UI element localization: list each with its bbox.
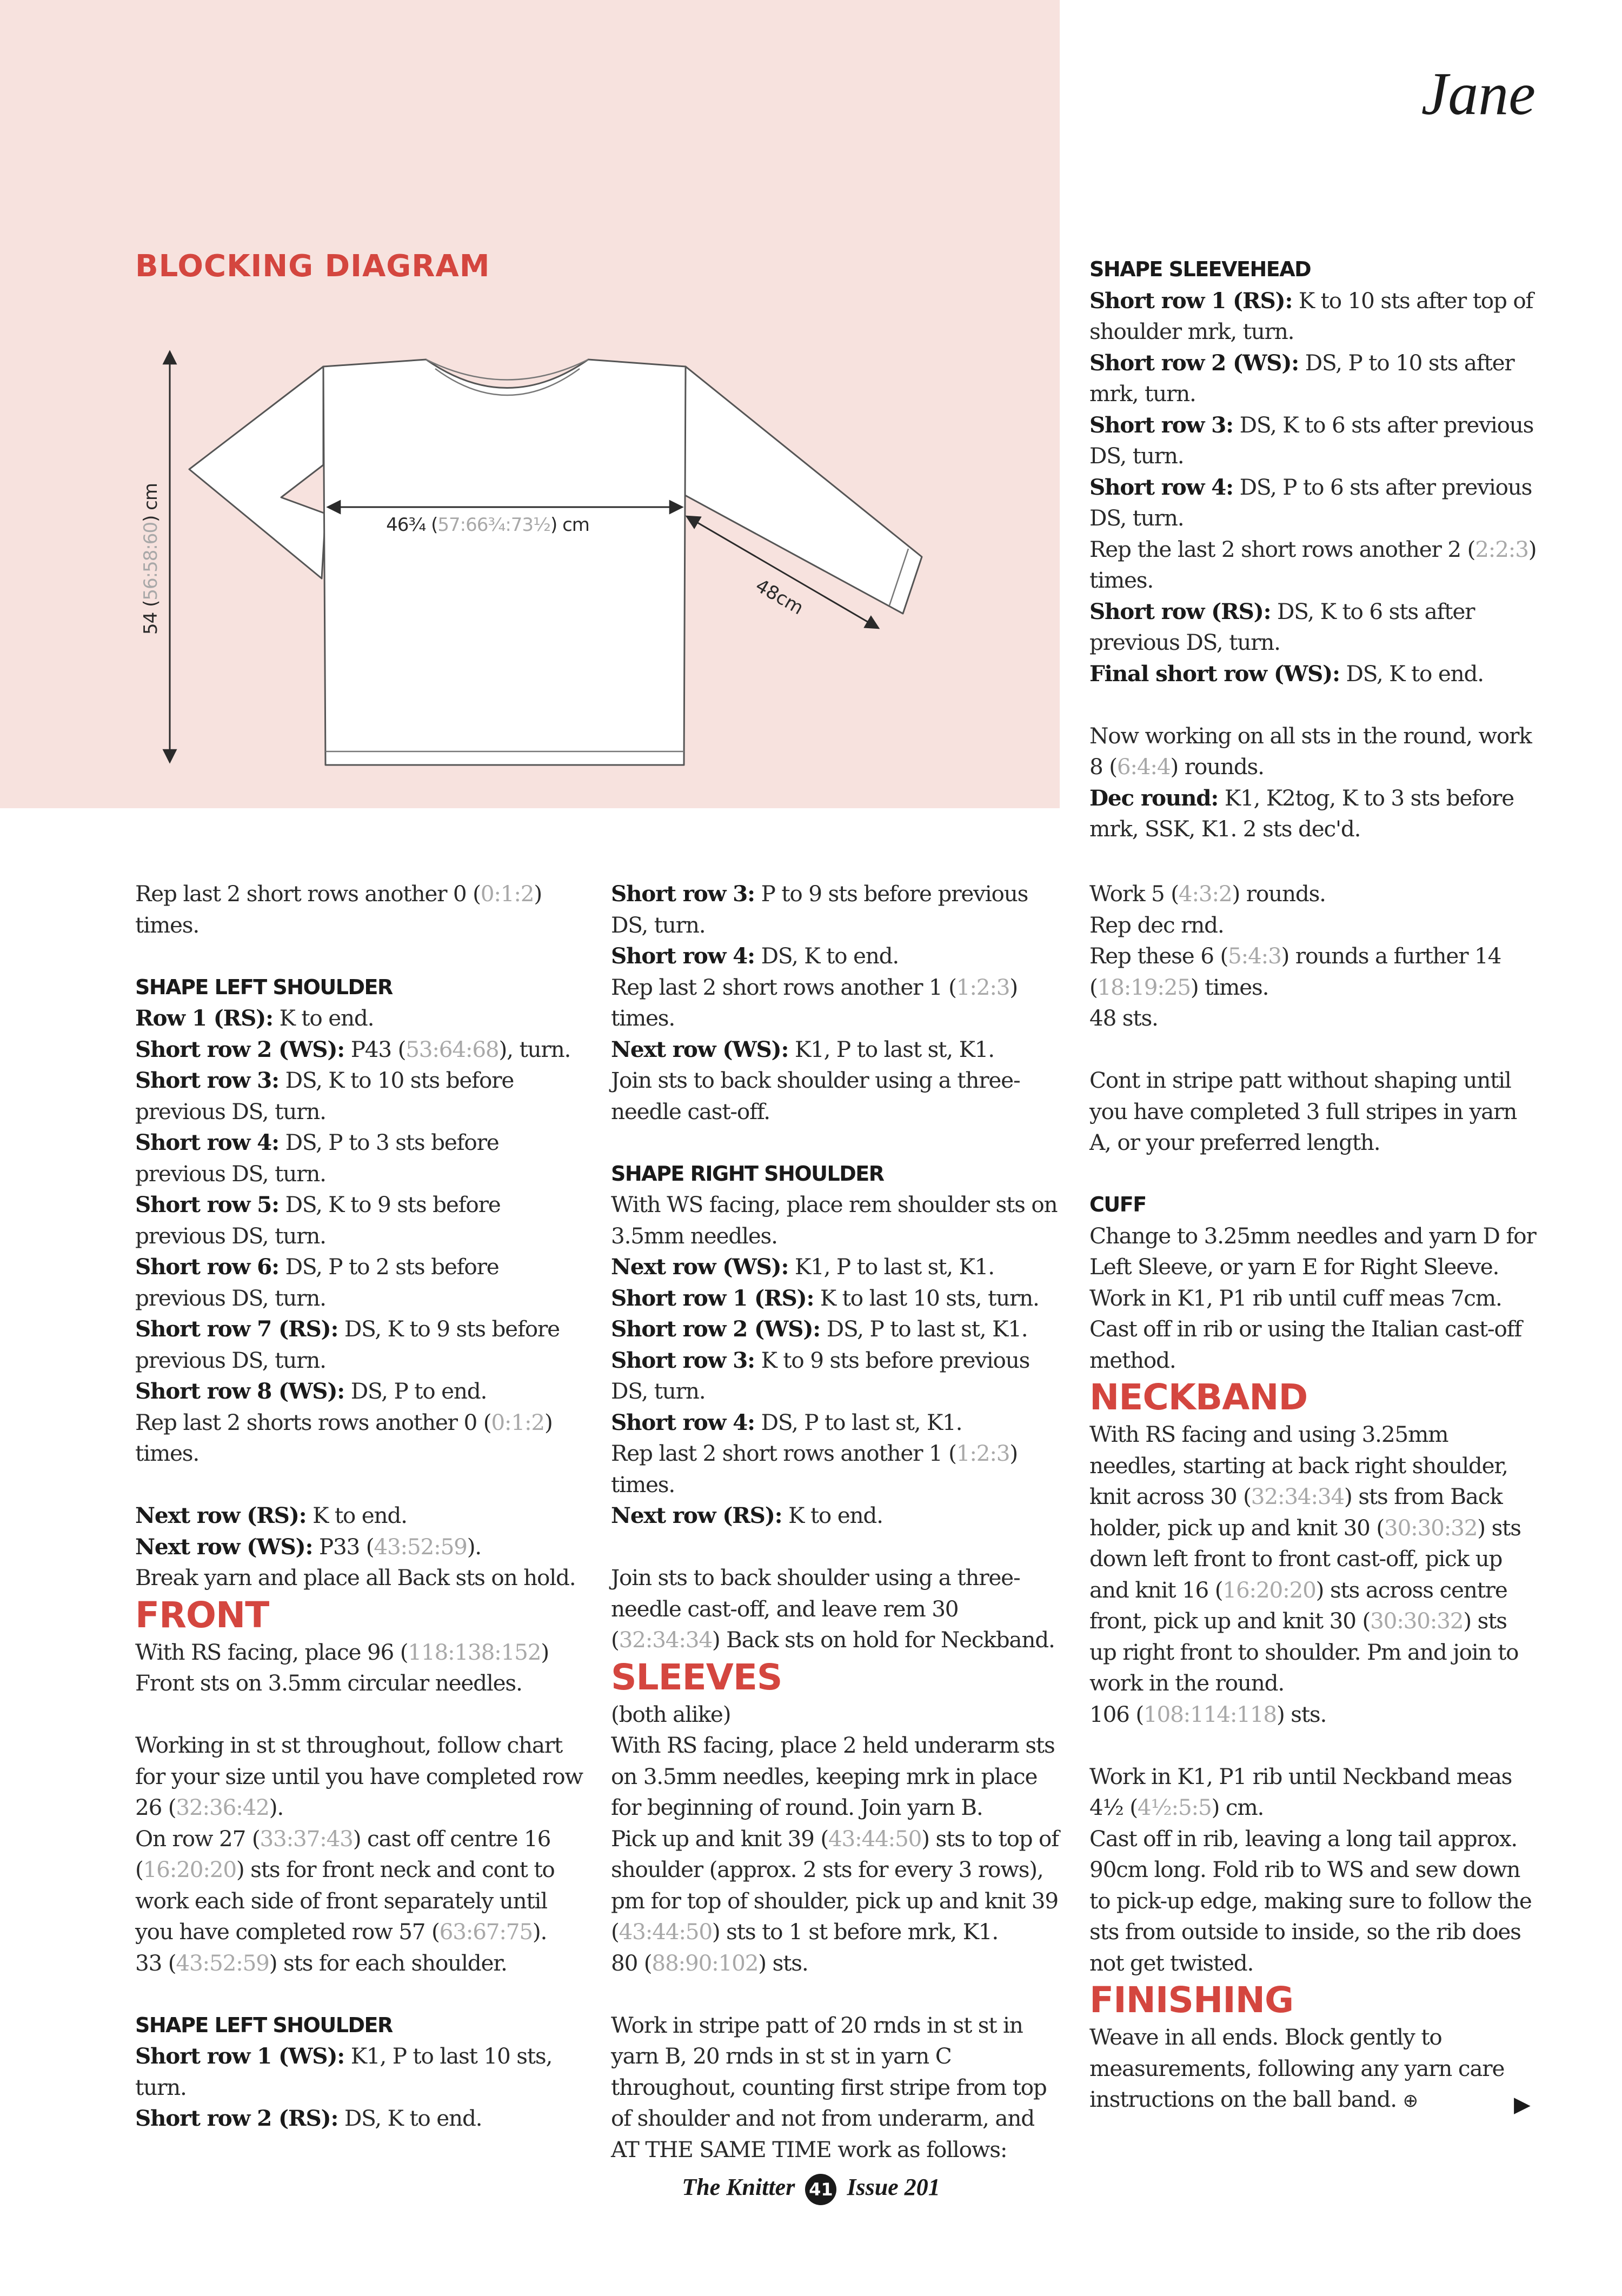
- instruction-paragraph: [1089, 1824, 1538, 1979]
- text-run: ) rounds.: [1232, 881, 1326, 907]
- subheading: SHAPE RIGHT SHOULDER: [611, 1161, 884, 1186]
- paragraph-gap: [135, 1469, 584, 1501]
- instruction-paragraph: [1089, 596, 1538, 658]
- text-run: K to 9 sts before previous DS, turn.: [611, 1347, 1030, 1404]
- row-label: Final short row (WS):: [1089, 660, 1340, 687]
- text-run: With WS facing, place rem shoulder sts on 3.5mm needles.: [611, 1192, 1058, 1249]
- instruction-paragraph: [1089, 1003, 1538, 1034]
- instruction-paragraph: [1089, 1761, 1538, 1824]
- section-heading: FINISHING: [1089, 1979, 1294, 2021]
- text-run: Work in K1, P1 rib until cuff meas 7cm.: [1089, 1285, 1502, 1311]
- size-alternatives: 0:1:2: [480, 881, 534, 907]
- size-alternatives: 43:44:50: [619, 1919, 712, 1945]
- text-run: DS, P to 6 sts after previous DS, turn.: [1089, 474, 1532, 531]
- size-alternatives: 88:90:102: [652, 1949, 759, 1976]
- text-run: (both alike): [611, 1701, 731, 1727]
- text-run: DS, K to 9 sts before previous DS, turn.: [135, 1316, 560, 1373]
- size-alternatives: 1:2:3: [956, 974, 1010, 1000]
- row-label: Short row 5:: [135, 1192, 279, 1217]
- row-label: Short row 1 (WS):: [135, 2043, 345, 2069]
- instruction-paragraph: [135, 879, 584, 941]
- text-run: Cast off in rib or using the Italian cast-off method.: [1089, 1316, 1522, 1373]
- section-heading: SLEEVES: [611, 1656, 782, 1698]
- paragraph-gap: [135, 941, 584, 972]
- text-run: Work 5 (: [1089, 881, 1179, 907]
- instruction-paragraph: [1089, 910, 1538, 941]
- left-sleeve-outline: [189, 367, 325, 578]
- subheading: CUFF: [1089, 1193, 1146, 1216]
- instruction-paragraph: [135, 2103, 584, 2134]
- text-run: With RS facing and using 3.25mm needles, starting at back right shoulder, knit across 30 (: [1089, 1421, 1508, 1509]
- instruction-paragraph: [1089, 941, 1538, 1003]
- size-alternatives: 4½:5:5: [1137, 1794, 1212, 1820]
- row-label: Next row (WS):: [135, 1533, 313, 1560]
- row-label: Short row 1 (RS):: [611, 1285, 814, 1311]
- instruction-paragraph: [611, 972, 1060, 1034]
- text-run: DS, K to 6 sts after previous DS, turn.: [1089, 411, 1534, 469]
- instruction-paragraph: [135, 1314, 584, 1376]
- row-label: Short row 3:: [611, 881, 755, 907]
- instruction-paragraph: [611, 1189, 1060, 1252]
- text-run: Break yarn and place all Back sts on hold.: [135, 1565, 576, 1590]
- instruction-paragraph: [135, 1407, 584, 1469]
- text-run: ) times.: [611, 1440, 1018, 1498]
- size-alternatives: 63:67:75: [439, 1919, 533, 1945]
- text-run: K to 10 sts after top of shoulder mrk, turn.: [1089, 287, 1533, 344]
- text-run: ) cast off centre 16 (: [135, 1825, 551, 1882]
- text-run: With RS facing, place 96 (: [135, 1639, 408, 1665]
- text-run: K1, P to last st, K1.: [788, 1036, 994, 1062]
- text-run: ).: [269, 1794, 283, 1820]
- text-run: ) rounds a further 14 (: [1089, 943, 1501, 1000]
- row-label: Next row (WS):: [611, 1036, 789, 1062]
- issue-number: Issue 201: [847, 2174, 940, 2200]
- size-alternatives: 43:52:59: [374, 1533, 467, 1560]
- text-run: K to end.: [782, 1502, 883, 1528]
- instruction-paragraph: [611, 1699, 1060, 1731]
- size-alternatives: 108:114:118: [1143, 1701, 1277, 1727]
- instruction-paragraph: [1089, 1419, 1538, 1699]
- text-run: ) times.: [135, 1409, 553, 1466]
- instruction-paragraph: [135, 1500, 584, 1532]
- instruction-paragraph: [135, 1824, 584, 1948]
- text-run: P to 9 sts before previous DS, turn.: [611, 881, 1028, 938]
- instruction-paragraph: [135, 1637, 584, 1699]
- size-alternatives: 30:30:32: [1370, 1608, 1464, 1634]
- row-label: Short row 6:: [135, 1254, 279, 1280]
- instruction-paragraph: [1089, 879, 1538, 910]
- size-alternatives: 2:2:3: [1475, 536, 1528, 562]
- text-run: ) sts to 1 st before mrk, K1.: [712, 1919, 999, 1945]
- text-run: Rep last 2 short rows another 1 (: [611, 1440, 956, 1466]
- text-run: DS, K to end.: [338, 2105, 482, 2131]
- instruction-paragraph: [135, 1034, 584, 1066]
- text-run: K1, P to last 10 sts, turn.: [135, 2043, 553, 2100]
- instruction-paragraph: [135, 1730, 584, 1824]
- instruction-paragraph: [611, 1824, 1060, 1948]
- instruction-paragraph: [1089, 2022, 1538, 2117]
- row-label: Short row (RS):: [1089, 598, 1271, 624]
- size-alternatives: 1:2:3: [956, 1440, 1010, 1466]
- text-run: 33 (: [135, 1949, 176, 1976]
- instruction-paragraph: [1089, 1065, 1538, 1159]
- blocking-diagram: [130, 335, 952, 778]
- text-run: DS, P to last st, K1.: [820, 1316, 1028, 1342]
- section-heading: NECKBAND: [1089, 1376, 1308, 1418]
- text-run: Join sts to back shoulder using a three-needle cast-off.: [611, 1067, 1020, 1124]
- subheading: SHAPE SLEEVEHEAD: [1089, 257, 1311, 281]
- size-alternatives: 32:36:42: [176, 1794, 269, 1820]
- size-alternatives: 16:20:20: [1222, 1576, 1316, 1603]
- section-heading: FRONT: [135, 1594, 269, 1636]
- row-label: Short row 1 (RS):: [1089, 287, 1293, 314]
- instruction-paragraph: [135, 1376, 584, 1407]
- row-label: Next row (WS):: [611, 1254, 789, 1280]
- row-label: Short row 2 (RS):: [135, 2105, 338, 2131]
- text-run: ).: [532, 1919, 547, 1945]
- text-run: Pick up and knit 39 (: [611, 1825, 828, 1852]
- size-alternatives: 30:30:32: [1384, 1514, 1478, 1541]
- instruction-paragraph: [611, 1065, 1060, 1127]
- instruction-paragraph: [135, 1189, 584, 1252]
- size-alternatives: 32:34:34: [619, 1627, 712, 1653]
- text-run: ) times.: [611, 974, 1018, 1031]
- row-label: Short row 3:: [1089, 411, 1233, 438]
- paragraph-gap: [611, 1127, 1060, 1159]
- instruction-paragraph: [1089, 658, 1538, 690]
- text-run: DS, K to end.: [754, 943, 899, 969]
- row-label: Short row 2 (WS):: [135, 1036, 345, 1062]
- instruction-paragraph: [1089, 1699, 1538, 1731]
- text-run: ) times.: [1089, 536, 1537, 593]
- text-run: Now working on all sts in the round, work 8 (: [1089, 722, 1532, 780]
- instruction-paragraph: [135, 1562, 584, 1594]
- instruction-paragraph: [1089, 348, 1538, 410]
- instruction-paragraph: [611, 1500, 1060, 1532]
- row-label: Row 1 (RS):: [135, 1005, 273, 1031]
- instruction-paragraph: [135, 1948, 584, 1979]
- instruction-paragraph: [1089, 783, 1538, 845]
- paragraph-gap: [1089, 1159, 1538, 1190]
- size-alternatives: 5:4:3: [1228, 943, 1281, 969]
- right-sleeve-outline: [684, 367, 922, 614]
- text-run: ) cm.: [1211, 1794, 1264, 1820]
- instruction-paragraph: [135, 1532, 584, 1563]
- instruction-paragraph: [135, 2041, 584, 2103]
- instruction-paragraph: [1089, 1221, 1538, 1283]
- page-footer: [0, 2173, 1622, 2205]
- size-alternatives: 118:138:152: [408, 1639, 541, 1665]
- text-run: P33 (: [313, 1533, 374, 1560]
- subheading: SHAPE LEFT SHOULDER: [135, 975, 393, 999]
- size-alternatives: 16:20:20: [143, 1856, 236, 1882]
- row-label: Short row 4:: [135, 1129, 279, 1155]
- instruction-paragraph: [135, 1065, 584, 1127]
- text-run: ) times.: [1190, 974, 1269, 1000]
- instruction-paragraph: [1089, 472, 1538, 534]
- text-run: Join sts to back shoulder using a three-needle cast-off, and leave rem 30 (: [611, 1565, 1020, 1653]
- size-alternatives: 4:3:2: [1178, 881, 1232, 907]
- next-page-arrow-icon: ▶: [1514, 2092, 1531, 2117]
- text-run: ) sts up right front to shoulder. Pm and join to work in the round.: [1089, 1608, 1519, 1696]
- instruction-paragraph: [611, 1407, 1060, 1439]
- paragraph-gap: [135, 1699, 584, 1731]
- column-1: [135, 879, 584, 2134]
- text-run: Work in K1, P1 rib until Neckband meas 4½ (: [1089, 1763, 1512, 1820]
- pattern-name: Jane: [1421, 61, 1535, 128]
- row-label: Short row 7 (RS):: [135, 1316, 338, 1342]
- text-run: Rep the last 2 short rows another 2 (: [1089, 536, 1475, 562]
- text-run: DS, K to 10 sts before previous DS, turn.: [135, 1067, 514, 1124]
- text-run: Cast off in rib, leaving a long tail approx. 90cm long. Fold rib to WS and sew down to pick-up edge, making sure to follow the sts from outside to inside, so the rib does not get twisted.: [1089, 1825, 1532, 1976]
- text-run: DS, P to 10 sts after mrk, turn.: [1089, 349, 1514, 407]
- text-run: ) sts down left front to front cast-off, pick up and knit 16 (: [1089, 1514, 1521, 1603]
- instruction-paragraph: [1089, 721, 1538, 783]
- text-run: 48 sts.: [1089, 1005, 1158, 1031]
- end-of-pattern-icon: ⊕: [1402, 2090, 1418, 2112]
- text-run: ) sts for front neck and cont to work each side of front separately until you have completed row 57 (: [135, 1856, 555, 1945]
- text-run: P43 (: [344, 1036, 406, 1062]
- text-run: ).: [467, 1533, 481, 1560]
- size-alternatives: 6:4:4: [1116, 754, 1171, 780]
- instruction-paragraph: [611, 1562, 1060, 1656]
- text-run: 106 (: [1089, 1701, 1144, 1727]
- instruction-paragraph: [1089, 1283, 1538, 1314]
- column-3-top: [1089, 254, 1538, 845]
- row-label: Short row 4:: [611, 943, 755, 969]
- size-alternatives: 53:64:68: [406, 1036, 499, 1062]
- size-alternatives: 33:37:43: [260, 1825, 353, 1852]
- paragraph-gap: [611, 1532, 1060, 1563]
- instruction-paragraph: [611, 1438, 1060, 1500]
- instruction-paragraph: [1089, 1314, 1538, 1376]
- text-run: DS, P to 3 sts before previous DS, turn.: [135, 1129, 499, 1187]
- instruction-paragraph: [135, 1003, 584, 1034]
- column-2: [611, 879, 1060, 2165]
- row-label: Next row (RS):: [611, 1502, 782, 1528]
- paragraph-gap: [1089, 1034, 1538, 1066]
- text-run: Rep last 2 short rows another 0 (: [135, 881, 481, 907]
- size-alternatives: 43:44:50: [828, 1825, 922, 1852]
- text-run: DS, K to 6 sts after previous DS, turn.: [1089, 598, 1475, 655]
- instruction-paragraph: [611, 941, 1060, 972]
- text-run: DS, K to 9 sts before previous DS, turn.: [135, 1192, 501, 1249]
- text-run: Cont in stripe patt without shaping until you have completed 3 full stripes in yarn A, or your preferred length.: [1089, 1067, 1517, 1155]
- instruction-paragraph: [611, 1034, 1060, 1066]
- text-run: Rep these 6 (: [1089, 943, 1228, 969]
- text-run: On row 27 (: [135, 1825, 260, 1852]
- row-label: Short row 3:: [135, 1067, 279, 1093]
- page-number: 41: [805, 2174, 836, 2205]
- paragraph-gap: [611, 1979, 1060, 2010]
- instruction-paragraph: [611, 1314, 1060, 1345]
- paragraph-gap: [135, 1979, 584, 2010]
- row-label: Short row 3:: [611, 1347, 755, 1373]
- row-label: Next row (RS):: [135, 1502, 307, 1528]
- height-label: 54 (56:58:60) cm: [140, 483, 162, 635]
- text-run: 80 (: [611, 1949, 652, 1976]
- text-run: ) Front sts on 3.5mm circular needles.: [135, 1639, 549, 1696]
- instruction-paragraph: [135, 1252, 584, 1314]
- text-run: With RS facing, place 2 held underarm sts on 3.5mm needles, keeping mrk in place for beginning of round. Join yarn B.: [611, 1732, 1055, 1820]
- text-run: K to end.: [306, 1502, 407, 1528]
- text-run: ) rounds.: [1170, 754, 1264, 780]
- row-label: Short row 8 (WS):: [135, 1378, 345, 1404]
- text-run: K to last 10 sts, turn.: [814, 1285, 1039, 1311]
- row-label: Dec round:: [1089, 784, 1219, 811]
- text-run: Weave in all ends. Block gently to measurements, following any yarn care instructions on the ball band.: [1089, 2024, 1505, 2112]
- diagram-title: BLOCKING DIAGRAM: [135, 249, 490, 284]
- text-run: Change to 3.25mm needles and yarn D for Left Sleeve, or yarn E for Right Sleeve.: [1089, 1222, 1536, 1280]
- paragraph-gap: [1089, 689, 1538, 721]
- instruction-paragraph: [611, 1730, 1060, 1824]
- text-run: ) sts to top of shoulder (approx. 2 sts for every 3 rows), pm for top of shoulder, pick up and knit 39 (: [611, 1825, 1059, 1945]
- instruction-paragraph: [1089, 410, 1538, 472]
- row-label: Short row 2 (WS):: [1089, 349, 1299, 376]
- magazine-name: The Knitter: [682, 2174, 795, 2200]
- text-run: ) sts from Back holder, pick up and knit 30 (: [1089, 1483, 1503, 1541]
- size-alternatives: 43:52:59: [176, 1949, 269, 1976]
- text-run: DS, P to end.: [344, 1378, 487, 1404]
- row-label: Short row 2 (WS):: [611, 1316, 821, 1342]
- row-label: Short row 4:: [1089, 474, 1233, 500]
- chest-label: 46¾ (57:66¾:73½) cm: [386, 514, 589, 536]
- instruction-paragraph: [611, 879, 1060, 941]
- instruction-paragraph: [611, 1948, 1060, 1979]
- text-run: K to end.: [272, 1005, 374, 1031]
- text-run: Rep last 2 shorts rows another 0 (: [135, 1409, 491, 1435]
- instruction-paragraph: [1089, 534, 1538, 596]
- column-3-bottom: [1089, 879, 1538, 2117]
- text-run: Rep dec rnd.: [1089, 911, 1224, 938]
- size-alternatives: 18:19:25: [1097, 974, 1191, 1000]
- text-run: DS, P to 2 sts before previous DS, turn.: [135, 1254, 499, 1311]
- row-label: Short row 4:: [611, 1409, 755, 1435]
- text-run: DS, P to last st, K1.: [754, 1409, 962, 1435]
- text-run: Work in stripe patt of 20 rnds in st st in yarn B, 20 rnds in st st in yarn C throughout, counting first stripe from top of shoulder and not from underarm, and AT THE SAME TIME work as follows:: [611, 2012, 1047, 2162]
- instruction-paragraph: [611, 1345, 1060, 1407]
- instruction-paragraph: [611, 1283, 1060, 1314]
- text-run: Rep last 2 short rows another 1 (: [611, 974, 956, 1000]
- size-alternatives: 0:1:2: [491, 1409, 544, 1435]
- text-run: ) sts.: [1276, 1701, 1327, 1727]
- subheading: SHAPE LEFT SHOULDER: [135, 2013, 393, 2037]
- text-run: ), turn.: [498, 1036, 571, 1062]
- text-run: DS, K to end.: [1339, 660, 1484, 687]
- instruction-paragraph: [611, 2010, 1060, 2166]
- body-outline: [323, 360, 686, 765]
- instruction-paragraph: [1089, 285, 1538, 348]
- size-alternatives: 32:34:34: [1251, 1483, 1345, 1509]
- text-run: Working in st st throughout, follow chart for your size until you have completed row 26 (: [135, 1732, 583, 1820]
- text-run: ) sts for each shoulder.: [269, 1949, 507, 1976]
- text-run: ) Back sts on hold for Neckband.: [712, 1627, 1055, 1653]
- text-run: K1, P to last st, K1.: [788, 1254, 994, 1280]
- paragraph-gap: [1089, 1730, 1538, 1761]
- text-run: ) sts across centre front, pick up and knit 30 (: [1089, 1576, 1507, 1634]
- text-run: ) sts.: [758, 1949, 808, 1976]
- instruction-paragraph: [135, 1127, 584, 1189]
- instruction-paragraph: [611, 1252, 1060, 1283]
- text-run: K1, K2tog, K to 3 sts before mrk, SSK, K1. 2 sts dec'd.: [1089, 784, 1514, 842]
- sleeve-label: 48cm: [752, 575, 807, 620]
- text-run: ) times.: [135, 881, 542, 938]
